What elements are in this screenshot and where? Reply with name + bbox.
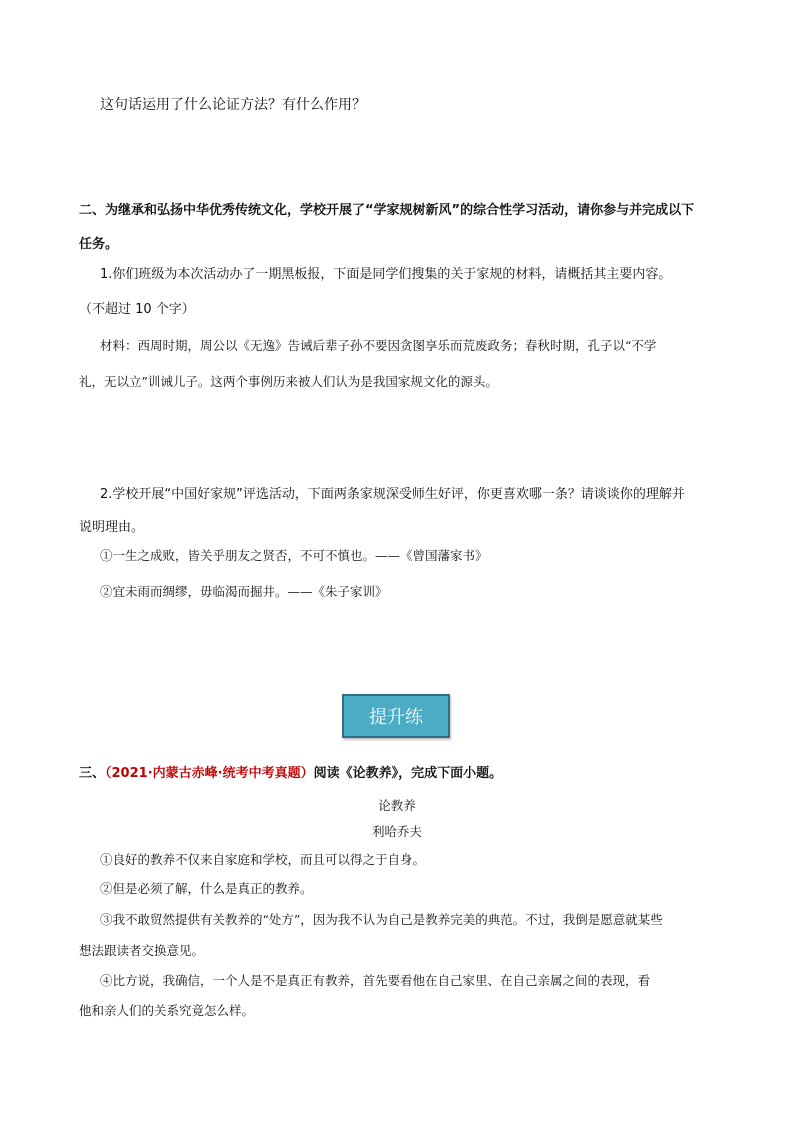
question-text: 这句话运用了什么论证方法？有什么作用？	[100, 97, 366, 113]
article-paragraph-4-line2: 他和亲人们的关系究竟怎么样。	[79, 1003, 255, 1018]
task2-line2: 说明理由。	[79, 520, 145, 535]
section3-prefix: 三、	[79, 766, 106, 781]
section-badge	[342, 694, 450, 738]
material-line1: 材料：西周时期，周公以《无逸》告诫后辈子孙不要因贪图享乐而荒废政务；春秋时期，孔子以“不学	[100, 338, 657, 353]
article-paragraph-3-line2: 想法跟读者交换意见。	[79, 943, 205, 958]
article-title: 论教养	[378, 798, 416, 813]
article-paragraph-1: ①良好的教养不仅来自家庭和学校，而且可以得之于自身。	[100, 852, 426, 867]
task1-line2: （不超过 10 个字）	[79, 302, 195, 317]
article-paragraph-4-line1: ④比方说，我确信，一个人是不是真正有教养，首先要看他在自己家里、在自己亲属之间的表现，看	[100, 973, 651, 988]
section3-heading	[79, 762, 502, 781]
task1-line1: 1.你们班级为本次活动办了一期黑板报，下面是同学们搜集的关于家规的材料，请概括其主要内容。	[100, 267, 672, 282]
rule-1: ①一生之成败，皆关乎朋友之贤否，不可不慎也。——《曾国藩家书》	[100, 548, 488, 563]
section-badge-label: 提升练	[369, 707, 423, 728]
task2-line1: 2.学校开展“中国好家规”评选活动，下面两条家规深受师生好评，你更喜欢哪一条？请谈谈你的理解并	[100, 487, 685, 502]
article-paragraph-3-line1: ③我不敢贸然提供有关教养的“处方”，因为我不认为自己是教养完美的典范。不过，我倒是愿意就某些	[100, 912, 663, 927]
section3-instruction: 阅读《论教养》，完成下面小题。	[313, 766, 503, 781]
article-paragraph-2: ②但是必须了解，什么是真正的教养。	[100, 881, 313, 896]
section2-heading-line2: 任务。	[79, 237, 119, 252]
material-line2: 礼，无以立”训诫儿子。这两个事例历来被人们认为是我国家规文化的源头。	[79, 374, 498, 389]
section2-heading-line1: 二、为继承和弘扬中华优秀传统文化，学校开展了“学家规树新风”的综合性学习活动，请你参与并完成以下	[79, 203, 695, 218]
section3-source: （2021·内蒙古赤峰·统考中考真题）	[105, 766, 314, 781]
rule-2: ②宜未雨而绸缪，毋临渴而掘井。——《朱子家训》	[100, 584, 388, 599]
article-author: 利哈乔夫	[371, 824, 422, 839]
